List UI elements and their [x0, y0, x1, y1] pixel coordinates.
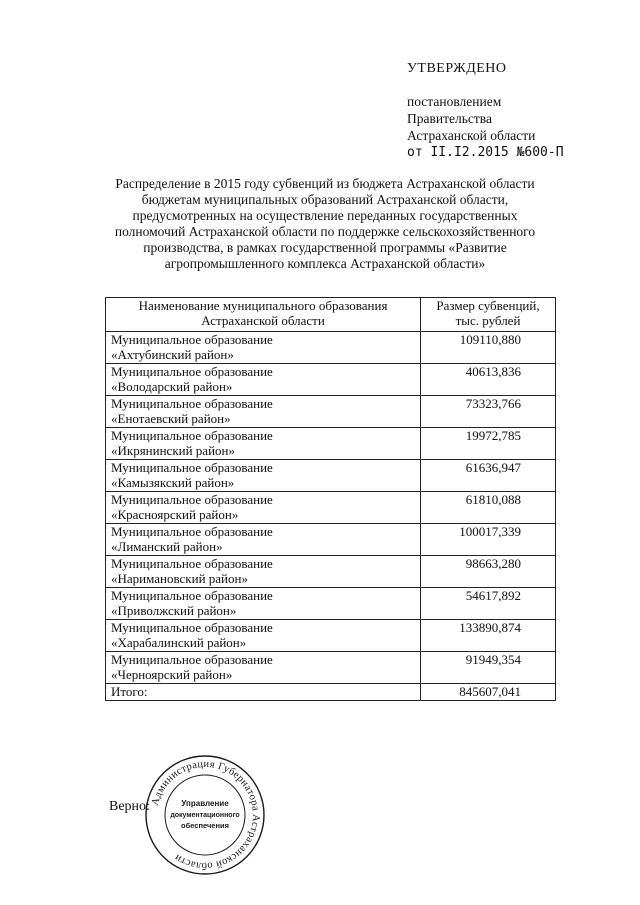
row-district: «Володарский район»	[111, 379, 233, 394]
total-value: 845607,041	[421, 684, 556, 701]
header-value-line-1: Размер субвенций,	[436, 298, 540, 313]
approval-block	[407, 60, 564, 161]
row-value: 98663,280	[421, 556, 556, 588]
row-value: 61636,947	[421, 460, 556, 492]
table-row	[106, 492, 556, 524]
official-stamp	[144, 754, 266, 876]
row-prefix: Муниципальное образование	[111, 556, 273, 571]
row-value: 40613,836	[421, 364, 556, 396]
row-district: «Черноярский район»	[111, 667, 233, 682]
table-row	[106, 556, 556, 588]
header-value-line-2: тыс. рублей	[455, 313, 521, 328]
table-header-row	[106, 298, 556, 332]
table-row	[106, 620, 556, 652]
row-prefix: Муниципальное образование	[111, 620, 273, 635]
approval-line-1: постановлением	[407, 94, 502, 109]
header-name-line-2: Астраханской области	[201, 313, 325, 328]
stamp-graphic	[144, 754, 266, 876]
row-district: «Камызякский район»	[111, 475, 235, 490]
row-name-cell	[106, 588, 421, 620]
stamp-outer-text: Администрация Губернатора Астраханской области	[149, 758, 262, 872]
row-prefix: Муниципальное образование	[111, 332, 273, 347]
verno-label: Верно:	[109, 799, 150, 814]
row-district: «Икрянинский район»	[111, 443, 235, 458]
row-name-cell	[106, 524, 421, 556]
table-total-row	[106, 684, 556, 701]
table-row	[106, 396, 556, 428]
row-value: 109110,880	[421, 332, 556, 364]
row-value: 100017,339	[421, 524, 556, 556]
approval-line-2: Правительства	[407, 111, 492, 126]
table-row	[106, 364, 556, 396]
table-row	[106, 652, 556, 684]
table-row	[106, 588, 556, 620]
row-name-cell	[106, 428, 421, 460]
header-value-cell	[421, 298, 556, 332]
row-name-cell	[106, 556, 421, 588]
row-prefix: Муниципальное образование	[111, 524, 273, 539]
stamp-inner-line-1: Управление	[181, 799, 229, 808]
row-district: «Наримановский район»	[111, 571, 248, 586]
approval-heading: УТВЕРЖДЕНО	[407, 61, 507, 76]
row-district: «Красноярский район»	[111, 507, 239, 522]
row-prefix: Муниципальное образование	[111, 492, 273, 507]
row-district: «Енотаевский район»	[111, 411, 231, 426]
table-row	[106, 428, 556, 460]
table-row	[106, 524, 556, 556]
row-prefix: Муниципальное образование	[111, 428, 273, 443]
row-value: 19972,785	[421, 428, 556, 460]
row-district: «Лиманский район»	[111, 539, 223, 554]
row-value: 54617,892	[421, 588, 556, 620]
row-value: 61810,088	[421, 492, 556, 524]
row-district: «Харабалинский район»	[111, 635, 247, 650]
row-value: 133890,874	[421, 620, 556, 652]
header-name-line-1: Наименование муниципального образования	[138, 298, 388, 313]
row-district: «Ахтубинский район»	[111, 347, 234, 362]
table-row	[106, 460, 556, 492]
row-name-cell	[106, 620, 421, 652]
row-prefix: Муниципальное образование	[111, 652, 273, 667]
document-title: Распределение в 2015 году субвенций из бюджета Астраханской области бюджетам муниципальных образований Астраханской области, предусмотренных на осуществление переданных государственных полномочий Астраханской области по поддержке сельскохозяйственного производства, в рамках государственной программы «Развитие агропромышленного комплекса Астраханской области»	[114, 176, 536, 271]
table-row	[106, 332, 556, 364]
row-value: 73323,766	[421, 396, 556, 428]
total-label: Итого:	[106, 684, 421, 701]
subventions-table	[105, 297, 556, 701]
row-district: «Приволжский район»	[111, 603, 237, 618]
row-prefix: Муниципальное образование	[111, 396, 273, 411]
row-prefix: Муниципальное образование	[111, 460, 273, 475]
row-name-cell	[106, 332, 421, 364]
approval-order: от II.I2.2015 №600-П	[407, 145, 564, 160]
row-name-cell	[106, 460, 421, 492]
stamp-inner-line-2: документационного	[170, 812, 240, 819]
row-value: 91949,354	[421, 652, 556, 684]
row-name-cell	[106, 492, 421, 524]
stamp-inner-line-3: обеспечения	[180, 821, 230, 830]
approval-line-3: Астраханской области	[407, 128, 536, 143]
header-name-cell	[106, 298, 421, 332]
row-name-cell	[106, 652, 421, 684]
table-body	[106, 332, 556, 684]
row-name-cell	[106, 396, 421, 428]
row-name-cell	[106, 364, 421, 396]
row-prefix: Муниципальное образование	[111, 588, 273, 603]
row-prefix: Муниципальное образование	[111, 364, 273, 379]
